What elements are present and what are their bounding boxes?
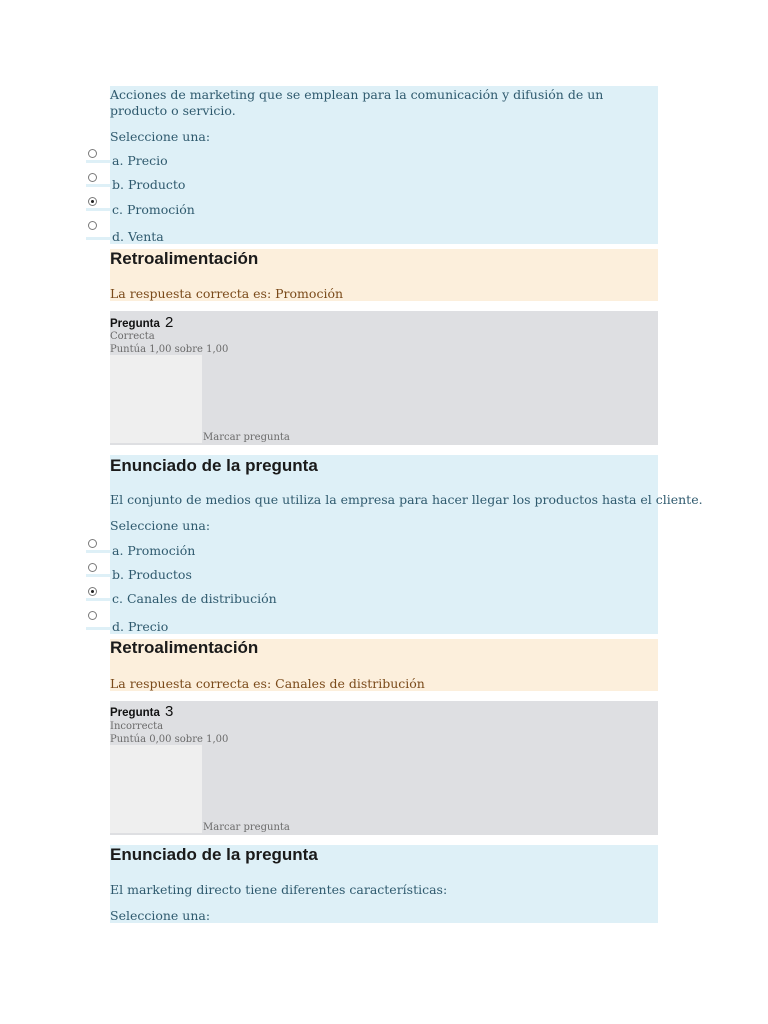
question-1-feedback-text: La respuesta correcta es: Promoción (110, 286, 344, 301)
question-2-flag-link[interactable]: Marcar pregunta (203, 432, 290, 443)
question-2-number (110, 312, 173, 331)
question-3-text: El marketing directo tiene diferentes características: (110, 882, 448, 897)
question-1-option-b[interactable]: b. Producto (112, 177, 186, 192)
question-2-option-b[interactable]: b. Productos (112, 567, 192, 582)
question-3-flag-link[interactable]: Marcar pregunta (203, 822, 290, 833)
question-3-heading: Enunciado de la pregunta (110, 845, 318, 864)
question-1-option-a-radio[interactable] (88, 149, 97, 158)
question-2-option-a[interactable]: a. Promoción (112, 543, 196, 558)
question-1-option-c-radio[interactable] (88, 197, 97, 206)
question-2-feedback-text: La respuesta correcta es: Canales de distribución (110, 676, 425, 691)
question-2-label: Pregunta (110, 318, 160, 330)
question-3-flag-area (110, 745, 202, 833)
question-2-feedback-heading: Retroalimentación (110, 638, 259, 657)
question-3-state: Incorrecta (110, 721, 164, 732)
question-3-select-label: Seleccione una: (110, 908, 211, 923)
question-2-select-label: Seleccione una: (110, 518, 211, 533)
question-3-grade: Puntúa 0,00 sobre 1,00 (110, 734, 229, 745)
question-1-feedback-heading: Retroalimentación (110, 249, 259, 268)
question-3-number (110, 701, 173, 720)
question-2-option-c[interactable]: c. Canales de distribución (112, 591, 277, 606)
question-2-option-b-radio[interactable] (88, 563, 97, 572)
question-2-text: El conjunto de medios que utiliza la empresa para hacer llegar los productos hasta el cliente. (110, 492, 703, 507)
question-2-flag-area (110, 355, 202, 443)
question-1-option-b-radio[interactable] (88, 173, 97, 182)
question-2-option-c-radio[interactable] (88, 587, 97, 596)
question-2-heading: Enunciado de la pregunta (110, 456, 318, 475)
question-2-option-a-radio[interactable] (88, 539, 97, 548)
question-1-text: Acciones de marketing que se emplean para la comunicación y difusión de un producto o servicio. (110, 87, 604, 118)
question-3-number-value: 3 (164, 703, 174, 720)
question-3-label: Pregunta (110, 707, 160, 719)
question-2-number-value: 2 (164, 314, 174, 331)
question-1-select-label: Seleccione una: (110, 129, 211, 144)
question-2-state: Correcta (110, 331, 155, 342)
question-2-grade: Puntúa 1,00 sobre 1,00 (110, 344, 229, 355)
question-1-option-d-radio[interactable] (88, 221, 97, 230)
question-1-option-c[interactable]: c. Promoción (112, 202, 195, 217)
question-1-option-d[interactable]: d. Venta (112, 229, 164, 244)
question-2-option-d[interactable]: d. Precio (112, 619, 169, 634)
question-1-option-a[interactable]: a. Precio (112, 153, 168, 168)
question-2-option-d-radio[interactable] (88, 611, 97, 620)
